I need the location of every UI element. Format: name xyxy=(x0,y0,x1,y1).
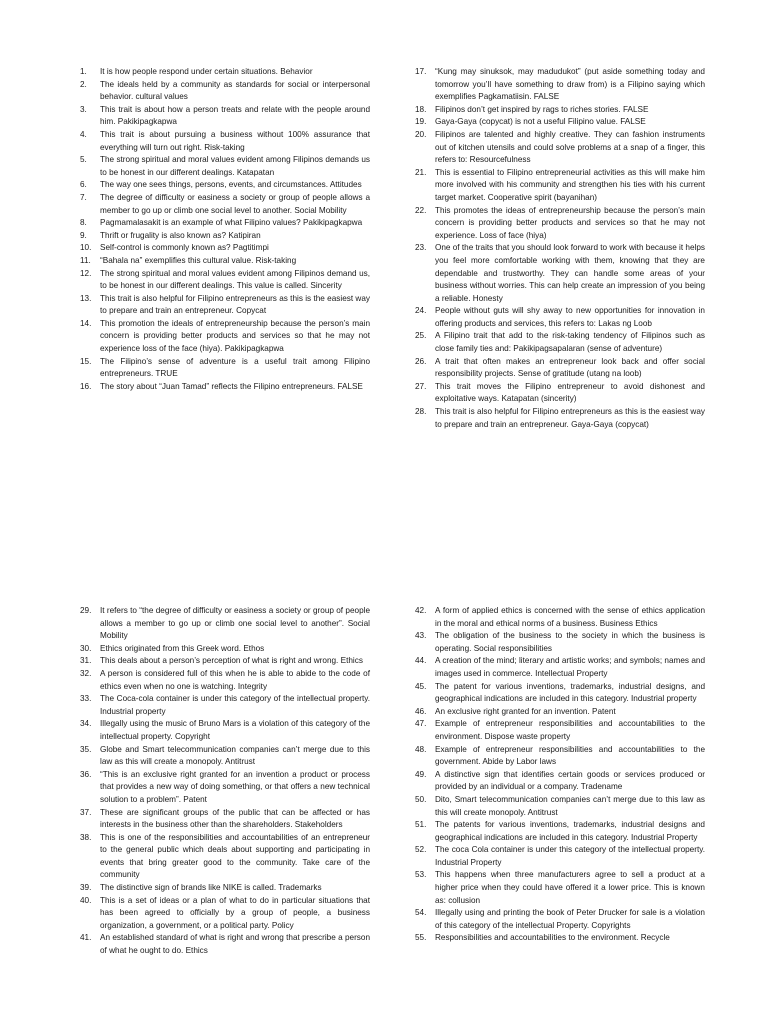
question-text: People without guts will shy away to new opportunities for innovation in offering products and services, this refers to: Lakas ng Loob xyxy=(435,306,705,328)
question-text: A person is considered full of this when he is able to abide to the code of ethics even when no one is watching. Integrity xyxy=(100,668,370,691)
question-text: Responsibilities and accountabilities to the environment. Recycle xyxy=(435,933,670,943)
question-text: This is one of the responsibilities and accountabilities of an entrepreneur to the general public which deals about supporting and participating in events that bring greater good to the community. Take care of the community xyxy=(100,832,370,880)
question-number: 21. xyxy=(415,167,427,177)
question-item xyxy=(415,655,705,680)
question-item xyxy=(80,318,370,356)
question-item xyxy=(415,116,705,129)
question-number: 53. xyxy=(415,870,427,880)
question-item xyxy=(80,154,370,179)
question-item xyxy=(415,769,705,794)
question-item xyxy=(80,66,370,79)
question-item xyxy=(415,869,705,907)
question-text: This deals about a person’s perception of what is right and wrong. Ethics xyxy=(100,656,363,666)
question-text: This trait is also helpful for Filipino entrepreneurs as this is the easiest way to prepare and train an entrepreneur. Copycat xyxy=(100,293,370,316)
question-text: Gaya-Gaya (copycat) is not a useful Filipino value. FALSE xyxy=(435,117,646,127)
question-text: The distinctive sign of brands like NIKE is called. Trademarks xyxy=(100,883,322,893)
question-text: The ideals held by a community as standards for social or interpersonal behavior. cultural values xyxy=(100,79,370,102)
question-item xyxy=(415,104,705,117)
question-item xyxy=(80,655,370,668)
question-number: 15. xyxy=(80,356,92,366)
question-item xyxy=(415,205,705,243)
question-number: 24. xyxy=(415,306,427,316)
question-item xyxy=(415,305,705,330)
question-item xyxy=(415,356,705,381)
question-item xyxy=(80,381,370,394)
question-number: 52. xyxy=(415,845,427,855)
question-text: Globe and Smart telecommunication companies can’t merge due to this law as this will create a monopoly. Antitrust xyxy=(100,744,370,767)
question-number: 8. xyxy=(80,218,87,228)
question-item xyxy=(415,242,705,305)
question-text: “Bahala na” exemplifies this cultural value. Risk-taking xyxy=(100,255,297,265)
question-text: An exclusive right granted for an invention. Patent xyxy=(435,706,616,716)
question-text: Illegally using and printing the book of Peter Drucker for sale is a violation of this category of the intellectual Property. Copyrights xyxy=(435,908,705,930)
question-number: 22. xyxy=(415,205,427,215)
question-text: Thrift or frugality is also known as? Katipiran xyxy=(100,230,261,240)
question-item xyxy=(80,693,370,718)
question-item xyxy=(80,643,370,656)
question-number: 54. xyxy=(415,908,427,918)
question-text: The degree of difficulty or easiness a society or group of people allows a member to go up or climb one social level to another. Social Mobility xyxy=(100,192,370,215)
question-text: These are significant groups of the public that can be affected or has interests in the business other than the shareholders. Stakeholders xyxy=(100,807,370,830)
question-item xyxy=(80,293,370,318)
question-item xyxy=(415,129,705,167)
question-item xyxy=(415,605,705,630)
question-item xyxy=(80,217,370,230)
question-item xyxy=(80,769,370,807)
question-text: The way one sees things, persons, events, and circumstances. Attitudes xyxy=(100,180,362,190)
question-text: Self-control is commonly known as? Pagtitimpi xyxy=(100,243,269,253)
question-item xyxy=(80,882,370,895)
question-item xyxy=(80,255,370,268)
question-number: 34. xyxy=(80,719,92,729)
question-number: 33. xyxy=(80,694,92,704)
question-item xyxy=(415,706,705,719)
question-item xyxy=(415,744,705,769)
question-item xyxy=(80,242,370,255)
question-item xyxy=(80,832,370,882)
questions-column-1 xyxy=(80,66,370,393)
question-number: 20. xyxy=(415,129,427,139)
question-item xyxy=(415,819,705,844)
question-text: Example of entrepreneur responsibilities and accountabilities to the environment. Dispose waste property xyxy=(435,719,705,741)
question-number: 17. xyxy=(415,67,427,76)
question-number: 11. xyxy=(80,255,91,265)
question-text: The patent for various inventions, trademarks, industrial designs, and geographical indications are included in this category. Industrial property xyxy=(435,681,705,704)
question-item xyxy=(415,167,705,205)
question-number: 36. xyxy=(80,769,92,779)
question-number: 46. xyxy=(415,706,427,716)
question-number: 18. xyxy=(415,104,427,114)
question-item xyxy=(415,932,705,945)
question-number: 13. xyxy=(80,293,92,303)
question-number: 32. xyxy=(80,668,92,678)
question-number: 5. xyxy=(80,155,87,165)
question-number: 35. xyxy=(80,744,92,754)
questions-column-2 xyxy=(415,66,705,431)
question-item xyxy=(415,66,705,104)
question-number: 41. xyxy=(80,933,92,943)
question-text: A trait that often makes an entrepreneur look back and offer social responsibility projects. Sense of gratitude (utang na loob) xyxy=(435,356,705,379)
question-item xyxy=(80,605,370,643)
question-number: 50. xyxy=(415,794,427,804)
question-text: The strong spiritual and moral values evident among Filipinos demands us to be honest in our different dealings. Katapatan xyxy=(100,155,370,177)
question-number: 37. xyxy=(80,807,92,817)
question-number: 40. xyxy=(80,895,92,905)
question-text: This happens when three manufacturers agree to sell a product at a higher price when they could have offered it a lower price. This is known as: collusion xyxy=(435,870,705,905)
question-text: The coca Cola container is under this category of the intellectual property. Industrial Property xyxy=(435,845,705,867)
question-text: Ethics originated from this Greek word. Ethos xyxy=(100,643,265,653)
question-number: 25. xyxy=(415,331,427,341)
question-text: Dito, Smart telecommunication companies can’t merge due to this law as this will create monopoly. Antitrust xyxy=(435,794,705,817)
question-number: 16. xyxy=(80,381,92,391)
question-item xyxy=(80,179,370,192)
question-text: This trait is about how a person treats and relate with the people around him. Pakikipagkapwa xyxy=(100,104,370,127)
question-item xyxy=(415,406,705,431)
question-number: 14. xyxy=(80,318,92,328)
question-text: It refers to “the degree of difficulty or easiness a society or group of people allows a member to go up or climb one social level to another”. Social Mobility xyxy=(100,606,370,641)
question-text: This is a set of ideas or a plan of what to do in particular situations that has been agreed to officially by a group of people, a business organization, a government, or a political party. Policy xyxy=(100,895,370,930)
question-number: 10. xyxy=(80,243,92,253)
question-number: 26. xyxy=(415,356,427,366)
question-number: 19. xyxy=(415,117,427,127)
question-item xyxy=(80,932,370,957)
question-text: A creation of the mind; literary and artistic works; and symbols; names and images used in commerce. Intellectual Property xyxy=(435,656,705,678)
question-text: The Coca-cola container is under this category of the intellectual property. Industrial property xyxy=(100,694,370,716)
question-number: 39. xyxy=(80,883,92,893)
question-text: A Filipino trait that add to the risk-taking tendency of Filipinos such as close family ties and: Pakikipagsapalaran (sense of adventure) xyxy=(435,331,705,354)
question-text: The Filipino’s sense of adventure is a useful trait among Filipino entrepreneurs. TRUE xyxy=(100,356,370,379)
question-text: This trait moves the Filipino entrepreneur to avoid dishonest and exploitative ways. Katapatan (sincerity) xyxy=(435,381,705,404)
question-number: 9. xyxy=(80,230,87,240)
question-number: 51. xyxy=(415,820,427,830)
question-number: 45. xyxy=(415,681,427,691)
question-number: 27. xyxy=(415,381,427,391)
question-item xyxy=(415,794,705,819)
question-item xyxy=(80,268,370,293)
question-number: 1. xyxy=(80,67,87,76)
question-text: This trait is about pursuing a business without 100% assurance that everything will turn out right. Risk-taking xyxy=(100,129,370,152)
question-item xyxy=(80,718,370,743)
question-text: This is essential to Filipino entrepreneurial activities as this will make him more involved with his community and strengthen his ties with his current target market. Cooperative spirit (bayanihan) xyxy=(435,167,705,202)
question-number: 12. xyxy=(80,268,92,278)
question-item xyxy=(415,907,705,932)
question-number: 29. xyxy=(80,606,92,615)
question-item xyxy=(415,330,705,355)
questions-column-4 xyxy=(415,605,705,945)
question-number: 23. xyxy=(415,243,427,253)
question-number: 31. xyxy=(80,656,92,666)
question-number: 43. xyxy=(415,631,427,641)
question-number: 28. xyxy=(415,407,427,417)
question-item xyxy=(80,668,370,693)
question-text: Filipinos are talented and highly creative. They can fashion instruments out of kitchen utensils and could solve problems at a snap of a finger, this refers to: Resourcefulness xyxy=(435,129,705,165)
question-number: 44. xyxy=(415,656,427,666)
question-item xyxy=(80,104,370,129)
question-number: 42. xyxy=(415,606,427,615)
question-text: Example of entrepreneur responsibilities and accountabilities to the government. Abide by Labor laws xyxy=(435,744,705,767)
question-item xyxy=(80,807,370,832)
question-item xyxy=(415,381,705,406)
question-item xyxy=(415,681,705,706)
question-text: Filipinos don’t get inspired by rags to riches stories. FALSE xyxy=(435,104,649,114)
question-text: The strong spiritual and moral values evident among Filipinos demand us, to be honest in our different dealings. This value is called. Sincerity xyxy=(100,268,370,291)
question-number: 4. xyxy=(80,129,87,139)
question-number: 7. xyxy=(80,192,87,202)
question-item xyxy=(415,630,705,655)
question-text: It is how people respond under certain situations. Behavior xyxy=(100,67,313,76)
question-text: Illegally using the music of Bruno Mars is a violation of this category of the intellectual property. Copyright xyxy=(100,719,370,741)
question-item xyxy=(415,844,705,869)
question-text: The obligation of the business to the society in which the business is operating. Social responsibilities xyxy=(435,631,705,653)
question-text: A form of applied ethics is concerned with the sense of ethics application in the moral and ethical norms of a business. Business Ethics xyxy=(435,606,705,628)
question-item xyxy=(80,129,370,154)
question-text: This trait is also helpful for Filipino entrepreneurs as this is the easiest way to prepare and train an entrepreneur. Gaya-Gaya (copycat) xyxy=(435,407,705,429)
question-item xyxy=(415,718,705,743)
question-item xyxy=(80,356,370,381)
question-text: “This is an exclusive right granted for an invention a product or process that provides a new way of doing something, or that offers a new technical solution to a problem”. Patent xyxy=(100,769,370,804)
question-text: This promotes the ideas of entrepreneurship because the person’s main concern is providing better products and services so that he may not experience. Loss of face (hiya) xyxy=(435,205,705,240)
question-text: The patents for various inventions, trademarks, industrial designs and geographical indications are included in this category. Industrial Property xyxy=(435,820,705,842)
question-number: 38. xyxy=(80,832,92,842)
question-text: This promotion the ideals of entrepreneurship because the person’s main concern is providing better products and services so that he may not experience loss of the face (hiya). Pakikipagkapwa xyxy=(100,318,370,354)
question-number: 30. xyxy=(80,643,92,653)
question-number: 48. xyxy=(415,744,427,754)
question-text: Pagmamalasakit is an example of what Filipino values? Pakikipagkapwa xyxy=(100,218,363,228)
question-text: The story about “Juan Tamad” reflects the Filipino entrepreneurs. FALSE xyxy=(100,381,363,391)
question-text: “Kung may sinuksok, may madudukot” (put aside something today and tomorrow you’ll have something to draw from) is a Filipino saying which exemplifies Pagkamatiisin. FALSE xyxy=(435,67,705,102)
question-item xyxy=(80,79,370,104)
question-number: 6. xyxy=(80,180,87,190)
question-item xyxy=(80,192,370,217)
questions-column-3 xyxy=(80,605,370,958)
question-text: An established standard of what is right and wrong that prescribe a person of what he ought to do. Ethics xyxy=(100,933,370,956)
question-number: 3. xyxy=(80,104,87,114)
question-item xyxy=(80,230,370,243)
question-number: 55. xyxy=(415,933,427,943)
question-text: A distinctive sign that identifies certain goods or services produced or provided by an individual or a company. Tradename xyxy=(435,769,705,792)
question-number: 47. xyxy=(415,719,427,729)
question-number: 49. xyxy=(415,769,427,779)
question-number: 2. xyxy=(80,79,87,89)
question-item xyxy=(80,744,370,769)
question-text: One of the traits that you should look forward to work with because it helps you feel more comfortable working with them, knowing that they are dependable and trustworthy. They can handle some areas of your business without worries. This can help create an impression of you being a reliable. Honesty xyxy=(435,243,705,303)
question-item xyxy=(80,895,370,933)
